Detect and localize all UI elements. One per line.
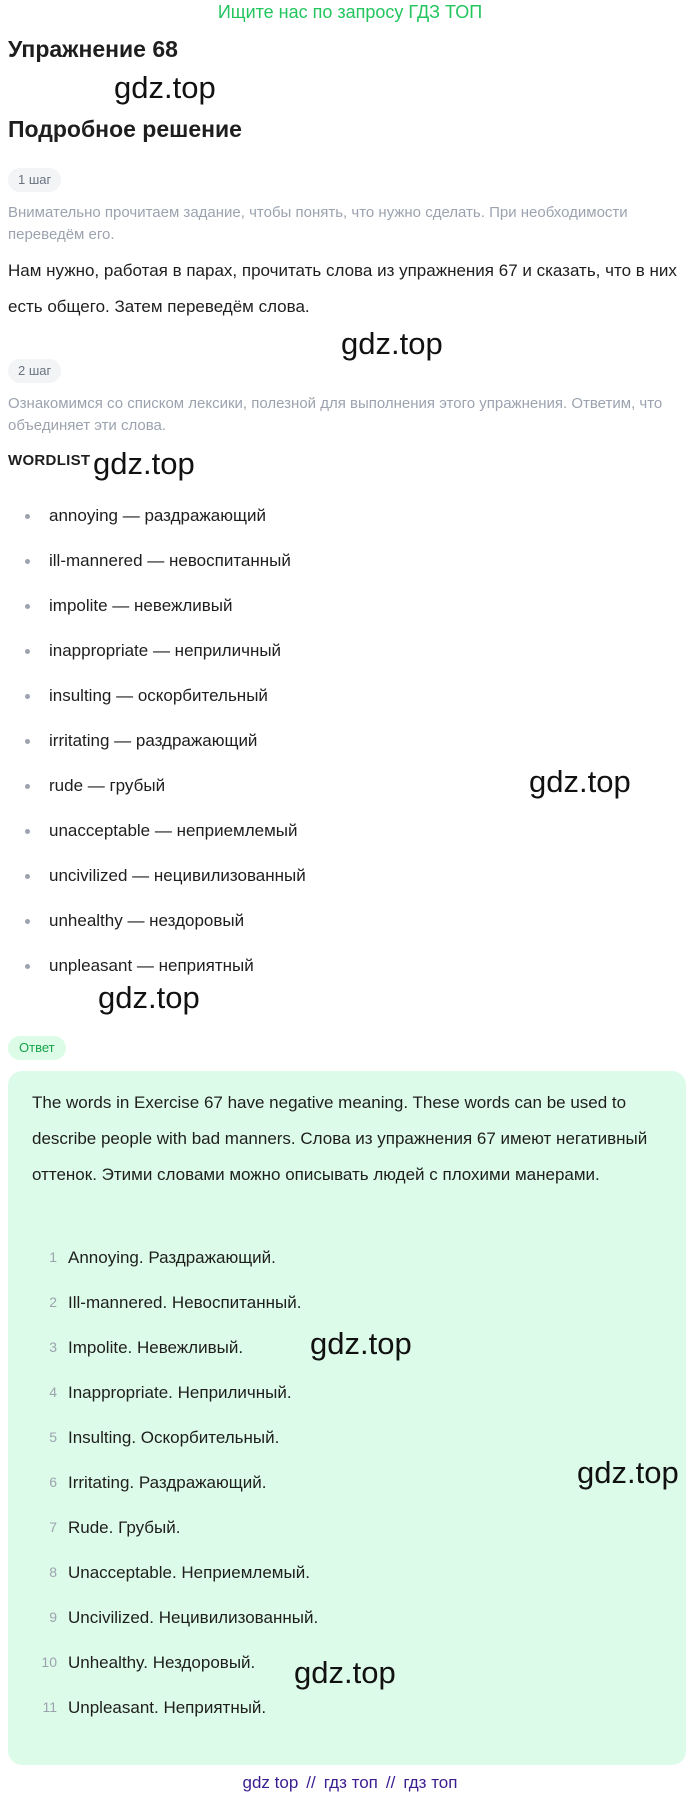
list-item: irritating — раздражающий — [0, 718, 700, 763]
answer-item: 3 Impolite. Невежливый. — [49, 1338, 244, 1357]
list-item: impolite — невежливый — [0, 583, 700, 628]
bullet-icon — [25, 919, 30, 924]
step-2-hint: Ознакомимся со списком лексики, полезной для выполнения этого упражнения. Ответим, что объединяет эти слова. — [8, 395, 663, 434]
list-item: insulting — оскорбительный — [0, 673, 700, 718]
bullet-icon — [25, 559, 30, 564]
bullet-icon — [25, 784, 30, 789]
list-item: rude — грубый — [0, 763, 700, 808]
answer-item: 9 Uncivilized. Нецивилизованный. — [49, 1608, 319, 1627]
footer-separator: // — [385, 1773, 396, 1792]
search-banner: Ищите нас по запросу ГДЗ ТОП — [217, 2, 483, 22]
step-1-badge: 1 шаг — [8, 168, 61, 192]
footer-link[interactable]: gdz top — [242, 1773, 299, 1792]
bullet-icon — [25, 874, 30, 879]
section-title: Подробное решение — [8, 116, 242, 142]
answer-item: 2 Ill-mannered. Невоспитанный. — [49, 1293, 302, 1312]
list-item: unhealthy — нездоровый — [0, 898, 700, 943]
answer-text: The words in Exercise 67 have negative meaning. These words can be used to describe people with bad manners. Слова из упражнения 67 имеют негативный оттенок. Этими словами можно описывать людей с плохими манерами. — [32, 1093, 648, 1184]
list-item: annoying — раздражающий — [0, 493, 700, 538]
page-title: Упражнение 68 — [8, 36, 178, 62]
bullet-icon — [25, 964, 30, 969]
footer-link[interactable]: гдз топ — [323, 1773, 378, 1792]
watermark: gdz.top — [310, 1326, 412, 1361]
watermark: gdz.top — [577, 1455, 679, 1490]
watermark: gdz.top — [294, 1655, 396, 1690]
answer-item: 6 Irritating. Раздражающий. — [49, 1473, 267, 1492]
footer-link[interactable]: гдз топ — [403, 1773, 458, 1792]
list-item: inappropriate — неприличный — [0, 628, 700, 673]
answer-item: 11 Unpleasant. Неприятный. — [42, 1698, 267, 1717]
watermark: gdz.top — [114, 70, 216, 105]
bullet-icon — [25, 514, 30, 519]
bullet-icon — [25, 649, 30, 654]
step-1-hint: Внимательно прочитаем задание, чтобы понять, что нужно сделать. При необходимости переведём его. — [8, 204, 628, 243]
answer-item: 5 Insulting. Оскорбительный. — [49, 1428, 280, 1447]
bullet-icon — [25, 829, 30, 834]
list-item: unpleasant — неприятный — [0, 943, 700, 988]
list-item: unacceptable — неприемлемый — [0, 808, 700, 853]
step-1-text: Нам нужно, работая в парах, прочитать слова из упражнения 67 и сказать, что в них есть общего. Затем переведём слова. — [8, 261, 677, 316]
bullet-icon — [25, 694, 30, 699]
footer — [0, 1772, 700, 1794]
wordlist — [0, 493, 700, 988]
watermark: gdz.top — [93, 446, 195, 481]
answer-item: 1 Annoying. Раздражающий. — [49, 1248, 276, 1267]
answer-badge: Ответ — [8, 1036, 66, 1060]
answer-item: 7 Rude. Грубый. — [49, 1518, 181, 1537]
bullet-icon — [25, 739, 30, 744]
list-item: ill-mannered — невоспитанный — [0, 538, 700, 583]
answer-item: 10 Unhealthy. Нездоровый. — [41, 1653, 256, 1672]
watermark: gdz.top — [98, 980, 200, 1015]
watermark: gdz.top — [341, 326, 443, 361]
answer-item: 8 Unacceptable. Неприемлемый. — [49, 1563, 310, 1582]
answer-item: 4 Inappropriate. Неприличный. — [49, 1383, 292, 1402]
footer-separator: // — [306, 1773, 316, 1792]
list-item: uncivilized — нецивилизованный — [0, 853, 700, 898]
step-2-badge: 2 шаг — [8, 359, 61, 383]
wordlist-title: WORDLIST — [8, 452, 91, 469]
bullet-icon — [25, 604, 30, 609]
watermark: gdz.top — [529, 764, 631, 799]
